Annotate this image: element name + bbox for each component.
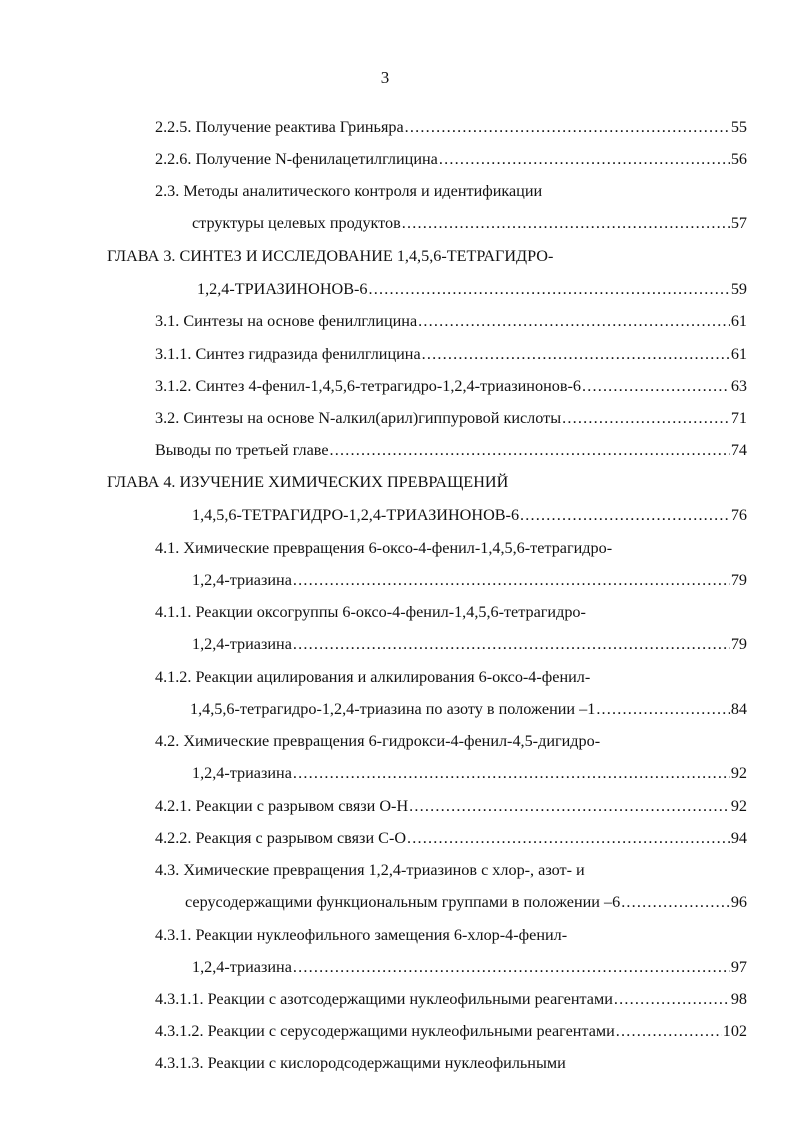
- dot-leader: [520, 504, 730, 526]
- toc-entry-text: 4.2.1. Реакции с разрывом связи О-Н: [155, 797, 409, 815]
- toc-entry-4-1-1[interactable]: [155, 601, 586, 623]
- toc-page-number: 96: [730, 893, 747, 911]
- dot-leader: [562, 407, 730, 429]
- toc-entry-2-3[interactable]: [155, 180, 542, 202]
- toc-entry-text: 1,4,5,6-ТЕТРАГИДРО-1,2,4-ТРИАЗИНОНОВ-6: [192, 506, 520, 524]
- dot-leader: [330, 439, 730, 461]
- toc-entry-text: 1,2,4-триазина: [192, 764, 292, 782]
- toc-entry-text: структуры целевых продуктов: [192, 214, 401, 232]
- toc-entry-4-3-1-2[interactable]: [155, 1020, 747, 1042]
- dot-leader: [422, 343, 730, 365]
- toc-page-number: 98: [730, 990, 747, 1008]
- toc-page-number: 55: [730, 118, 747, 136]
- dot-leader: [418, 310, 730, 332]
- toc-page-number: 74: [730, 441, 747, 459]
- toc-entry-4-2-cont[interactable]: [192, 762, 747, 784]
- dot-leader: [402, 212, 730, 234]
- dot-leader: [582, 375, 730, 397]
- toc-page-number: 59: [730, 280, 747, 298]
- toc-chapter-4-cont[interactable]: [192, 504, 747, 526]
- toc-page-number: 94: [730, 829, 747, 847]
- toc-entry-text: 1,2,4-триазина: [192, 571, 292, 589]
- toc-page-number: 97: [730, 958, 747, 976]
- dot-leader: [614, 988, 730, 1010]
- dot-leader: [616, 1020, 722, 1042]
- toc-entry-text: 4.2. Химические превращения 6-гидрокси-4-фенил-4,5-дигидро-: [155, 732, 601, 750]
- toc-entry-conclusions-3[interactable]: [155, 439, 747, 461]
- toc-entry-4-2-1[interactable]: [155, 795, 747, 817]
- toc-entry-4-1-2[interactable]: [155, 666, 590, 688]
- toc-page-number: 71: [730, 409, 747, 427]
- dot-leader: [407, 827, 730, 849]
- toc-entry-3-2[interactable]: [155, 407, 747, 429]
- toc-entry-4-3-1[interactable]: [155, 924, 567, 946]
- dot-leader: [293, 569, 730, 591]
- toc-entry-text: 4.3.1.3. Реакции с кислородсодержащими нуклеофильными: [155, 1054, 566, 1072]
- toc-entry-text: 3.1.1. Синтез гидразида фенилглицина: [155, 345, 421, 363]
- dot-leader: [293, 956, 730, 978]
- dot-leader: [596, 698, 730, 720]
- dot-leader: [439, 148, 730, 170]
- toc-entry-3-1[interactable]: [155, 310, 747, 332]
- toc-entry-4-3[interactable]: [155, 859, 585, 881]
- toc-entry-2-2-5[interactable]: [155, 116, 747, 138]
- toc-entry-2-2-6[interactable]: [155, 148, 747, 170]
- dot-leader: [621, 891, 730, 913]
- toc-entry-text: 4.1.2. Реакции ацилирования и алкилирования 6-оксо-4-фенил-: [155, 668, 591, 686]
- toc-entry-2-3-cont[interactable]: [192, 212, 747, 234]
- toc-entry-4-2-2[interactable]: [155, 827, 747, 849]
- toc-entry-text: 1,2,4-ТРИАЗИНОНОВ-6: [197, 280, 368, 298]
- toc-page-number: 61: [730, 345, 747, 363]
- toc-entry-text: 4.3.1. Реакции нуклеофильного замещения 6-хлор-4-фенил-: [155, 926, 568, 944]
- toc-page-number: 79: [730, 571, 747, 589]
- toc-entry-text: 4.1.1. Реакции оксогруппы 6-оксо-4-фенил-1,4,5,6-тетрагидро-: [155, 603, 586, 621]
- toc-entry-text: ГЛАВА 3. СИНТЕЗ И ИССЛЕДОВАНИЕ 1,4,5,6-ТЕТРАГИДРО-: [107, 247, 554, 265]
- page-number: 3: [380, 68, 390, 87]
- toc-entry-4-3-1-cont[interactable]: [192, 956, 747, 978]
- toc-entry-text: 3.1. Синтезы на основе фенилглицина: [155, 312, 418, 330]
- toc-entry-text: 2.2.5. Получение реактива Гриньяра: [155, 118, 404, 136]
- toc-page-number: 57: [730, 214, 747, 232]
- dot-leader: [293, 633, 730, 655]
- toc-page-number: 79: [730, 635, 747, 653]
- toc-page-number: 56: [730, 150, 747, 168]
- toc-entry-4-1-cont[interactable]: [192, 569, 747, 591]
- toc-entry-text: 4.2.2. Реакция с разрывом связи С-О: [155, 829, 407, 847]
- toc-entry-text: 4.1. Химические превращения 6-оксо-4-фенил-1,4,5,6-тетрагидро-: [155, 539, 613, 557]
- toc-page-number: 61: [730, 312, 747, 330]
- toc-entry-4-1[interactable]: [155, 537, 612, 559]
- toc-entry-4-1-1-cont[interactable]: [192, 633, 747, 655]
- toc-entry-text: 4.3. Химические превращения 1,2,4-триазинов с хлор-, азот- и: [155, 861, 585, 879]
- toc-entry-4-3-cont[interactable]: [185, 891, 747, 913]
- toc-entry-text: 4.3.1.2. Реакции с серусодержащими нуклеофильными реагентами: [155, 1022, 615, 1040]
- dot-leader: [368, 278, 729, 300]
- toc-entry-text: 1,2,4-триазина: [192, 635, 292, 653]
- toc-chapter-3[interactable]: [107, 245, 553, 267]
- toc-entry-4-3-1-1[interactable]: [155, 988, 747, 1010]
- toc-entry-text: 1,2,4-триазина: [192, 958, 292, 976]
- toc-entry-text: 2.3. Методы аналитического контроля и идентификации: [155, 182, 543, 200]
- toc-page-number: 102: [722, 1022, 747, 1040]
- toc-entry-text: Выводы по третьей главе: [155, 441, 329, 459]
- toc-page-number: 92: [730, 764, 747, 782]
- dot-leader: [409, 795, 730, 817]
- toc-entry-4-2[interactable]: [155, 730, 600, 752]
- toc-chapter-3-cont[interactable]: [197, 278, 747, 300]
- toc-entry-text: серусодержащими функциональным группами в положении –6: [185, 893, 621, 911]
- toc-entry-4-3-1-3[interactable]: [155, 1052, 566, 1074]
- toc-entry-text: 3.1.2. Синтез 4-фенил-1,4,5,6-тетрагидро-1,2,4-триазинонов-6: [155, 377, 581, 395]
- toc-entry-text: ГЛАВА 4. ИЗУЧЕНИЕ ХИМИЧЕСКИХ ПРЕВРАЩЕНИЙ: [107, 473, 509, 491]
- toc-page-number: 92: [730, 797, 747, 815]
- toc-page-number: 76: [730, 506, 747, 524]
- toc-entry-text: 4.3.1.1. Реакции с азотсодержащими нуклеофильными реагентами: [155, 990, 613, 1008]
- toc-entry-3-1-1[interactable]: [155, 343, 747, 365]
- toc-chapter-4[interactable]: [107, 471, 508, 493]
- toc-entry-text: 2.2.6. Получение N-фенилацетилглицина: [155, 150, 438, 168]
- toc-page-number: 63: [730, 377, 747, 395]
- dot-leader: [405, 116, 730, 138]
- toc-entry-text: 1,4,5,6-тетрагидро-1,2,4-триазина по азоту в положении –1: [190, 700, 596, 718]
- toc-entry-4-1-2-cont[interactable]: [190, 698, 747, 720]
- dot-leader: [293, 762, 730, 784]
- toc-page-number: 84: [730, 700, 747, 718]
- toc-entry-3-1-2[interactable]: [155, 375, 747, 397]
- toc-entry-text: 3.2. Синтезы на основе N-алкил(арил)гиппуровой кислоты: [155, 409, 562, 427]
